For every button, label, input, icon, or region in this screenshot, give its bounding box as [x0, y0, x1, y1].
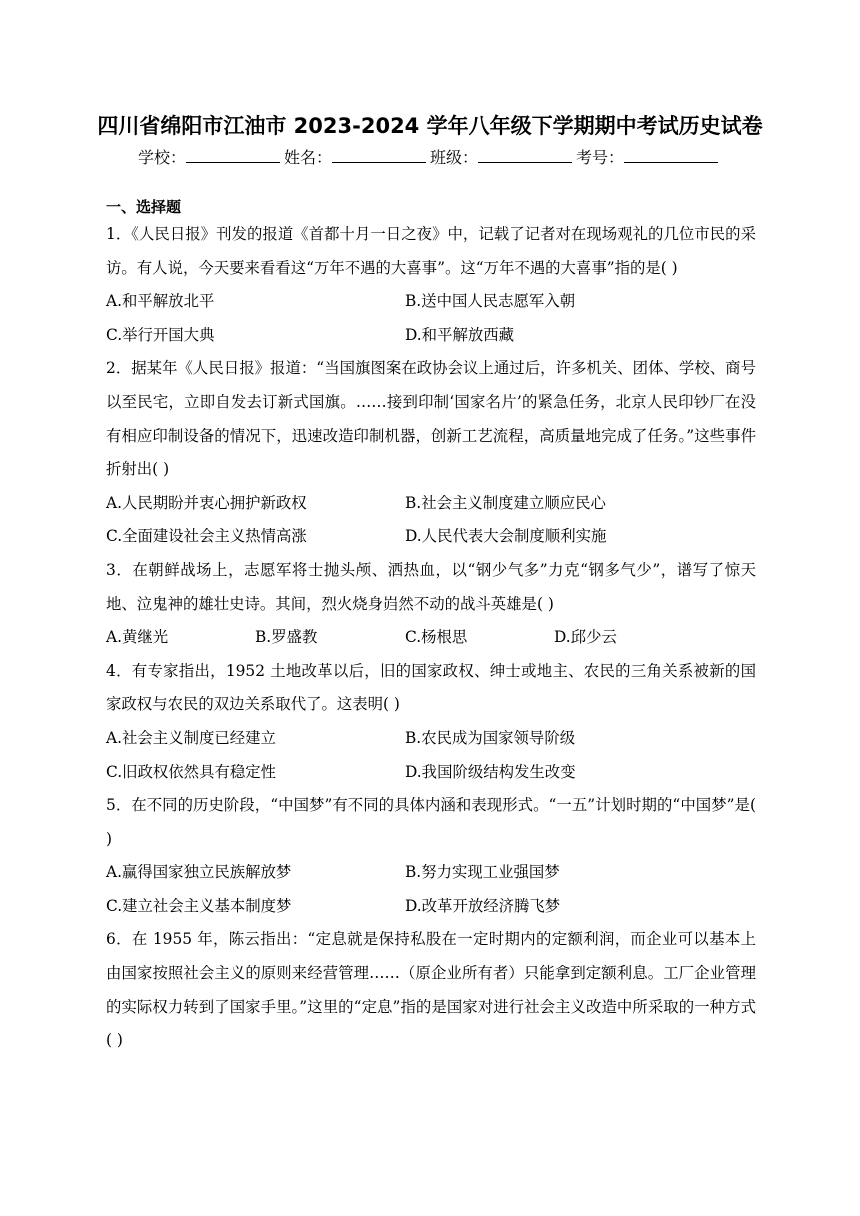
options-row [106, 285, 756, 319]
exam-title: 四川省绵阳市江油市 2023-2024 学年八年级下学期期中考试历史试卷 [97, 114, 763, 138]
school-label: 学校： [137, 148, 186, 167]
option-d: D.改革开放经济腾飞梦 [405, 896, 561, 915]
section-heading: 一、选择题 [106, 198, 182, 216]
name-blank [332, 148, 426, 163]
option-c: C.建立社会主义基本制度梦 [106, 896, 292, 915]
option-a: A.人民期盼并衷心拥护新政权 [106, 493, 307, 512]
options-row [106, 621, 756, 655]
class-label: 班级： [430, 148, 479, 167]
options-row [106, 487, 756, 521]
option-a: A.赢得国家独立民族解放梦 [106, 863, 292, 882]
options-row [106, 319, 756, 353]
options-row [106, 722, 756, 756]
option-d: D.和平解放西藏 [405, 325, 515, 344]
question-stem: 6．在 1955 年，陈云指出：“定息就是保持私股在一定时期内的定额利润，而企业可以基本上由国家按照社会主义的原则来经营管理……（原企业所有者）只能拿到定额利息。工厂企业管理的实际权力转到了国家手里。”这里的“定息”指的是国家对进行社会主义改造中所采取的一种方式( ) [106, 930, 756, 1050]
option-d: D.我国阶级结构发生改变 [405, 762, 576, 781]
class-blank [478, 148, 572, 163]
questions-list [106, 218, 756, 1058]
option-a: A.和平解放北平 [106, 292, 215, 311]
option-b: B.努力实现工业强国梦 [405, 863, 560, 882]
question-stem: 5．在不同的历史阶段，“中国梦”有不同的具体内涵和表现形式。“一五”计划时期的“中国梦”是( ) [106, 796, 756, 848]
number-label: 考号： [576, 148, 625, 167]
options-row [106, 520, 756, 554]
option-b: B.农民成为国家领导阶级 [405, 728, 576, 747]
option-c: C.旧政权依然具有稳定性 [106, 762, 277, 781]
question-stem: 1．《人民日报》刊发的报道《首都十月一日之夜》中，记载了记者对在现场观礼的几位市民的采访。有人说，今天要来看看这“万年不遇的大喜事”。这“万年不遇的大喜事”指的是( ) [106, 225, 756, 277]
options-row [106, 756, 756, 790]
option-b: B.社会主义制度建立顺应民心 [405, 493, 606, 512]
options-row [106, 856, 756, 890]
option-d: D.邱少云 [554, 628, 617, 647]
options-row [106, 890, 756, 924]
school-blank [186, 148, 280, 163]
question-stem: 3．在朝鲜战场上，志愿军将士抛头颅、洒热血，以“钢少气多”力克“钢多气少”，谱写了惊天地、泣鬼神的雄壮史诗。其间，烈火烧身岿然不动的战斗英雄是( ) [106, 560, 756, 613]
option-b: B.送中国人民志愿军入朝 [405, 292, 576, 311]
option-c: C.全面建设社会主义热情高涨 [106, 527, 307, 546]
option-c: C.杨根思 [405, 628, 468, 647]
question-stem: 2．据某年《人民日报》报道：“当国旗图案在政协会议上通过后，许多机关、团体、学校、商号以至民宅，立即自发去订新式国旗。……接到印制‘国家名片’的紧急任务，北京人民印钞厂在没有相应印制设备的情况下，迅速改造印制机器，创新工艺流程，高质量地完成了任务。”这些事件折射出( ) [106, 359, 756, 479]
option-b: B.罗盛教 [255, 628, 318, 647]
question-stem: 4．有专家指出，1952 土地改革以后，旧的国家政权、绅士或地主、农民的三角关系被新的国家政权与农民的双边关系取代了。这表明( ) [106, 661, 756, 714]
name-label: 姓名： [283, 148, 332, 167]
option-a: A.社会主义制度已经建立 [106, 728, 276, 747]
option-d: D.人民代表大会制度顺利实施 [405, 527, 607, 546]
student-info-line [0, 146, 860, 170]
number-blank [624, 148, 718, 163]
option-a: A.黄继光 [106, 628, 169, 647]
option-c: C.举行开国大典 [106, 325, 215, 344]
